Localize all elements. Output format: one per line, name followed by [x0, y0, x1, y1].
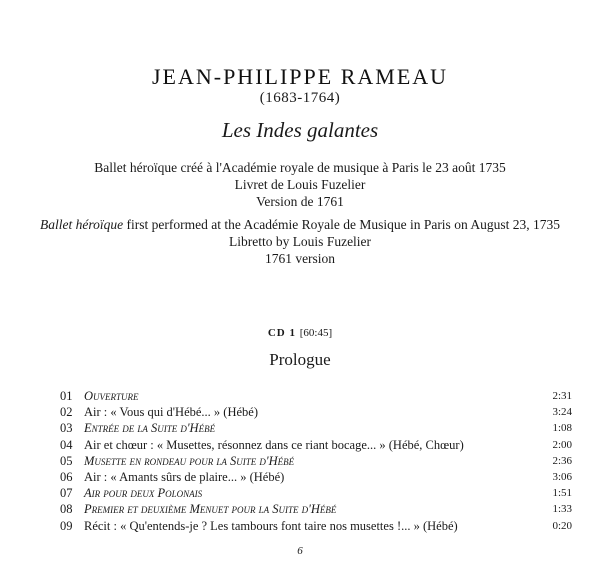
- track-title: Entrée de la Suite d'Hébé: [84, 421, 216, 436]
- track-title: Musette en rondeau pour la Suite d'Hébé: [84, 453, 295, 468]
- track-row: [52, 485, 572, 501]
- track-duration: 2:00: [552, 438, 572, 451]
- track-row: [52, 404, 572, 420]
- track-title: Récit : « Qu'entends-je ? Les tambours font taire nos musettes !... » (Hébé): [84, 518, 458, 533]
- section-title: Prologue: [269, 350, 331, 369]
- cd-heading: [0, 327, 600, 339]
- track-row: [52, 469, 572, 485]
- info-en-line1-italic: Ballet héroïque: [40, 217, 124, 232]
- info-en-line1: [0, 216, 600, 233]
- page-number: 6: [297, 545, 303, 557]
- track-row: [52, 420, 572, 436]
- track-row: [52, 388, 572, 404]
- track-duration: 2:36: [552, 454, 572, 467]
- info-en-line2: Libretto by Louis Fuzelier: [228, 234, 372, 249]
- track-number: 09: [60, 518, 73, 533]
- cd-label: CD 1: [267, 327, 296, 339]
- track-title: Ouverture: [84, 389, 139, 403]
- track-number: 02: [60, 405, 73, 420]
- track-number: 01: [60, 389, 73, 403]
- track-row: [52, 518, 572, 534]
- info-french: [0, 159, 600, 210]
- track-row: [52, 437, 572, 453]
- track-list: [52, 388, 572, 534]
- info-fr-line3: Version de 1761: [256, 194, 344, 209]
- track-title: Air : « Vous qui d'Hébé... » (Hébé): [84, 405, 258, 420]
- track-row: [52, 501, 572, 517]
- info-en-line3: 1761 version: [264, 251, 336, 266]
- composer-dates: (1683-1764): [259, 90, 341, 106]
- info-en-line1-rest: first performed at the Académie Royale de Musique in Paris on August 23, 1735: [123, 217, 560, 232]
- work-title: Les Indes galantes: [221, 118, 379, 142]
- track-row: [52, 453, 572, 469]
- track-duration: 3:24: [552, 406, 572, 419]
- track-number: 03: [60, 421, 73, 436]
- info-fr-line2: Livret de Louis Fuzelier: [234, 177, 366, 192]
- track-title: Air pour deux Polonais: [84, 486, 203, 501]
- track-duration: 1:08: [552, 422, 572, 435]
- track-duration: 0:20: [552, 519, 572, 532]
- track-number: 05: [60, 453, 73, 468]
- track-duration: 2:31: [552, 390, 572, 402]
- track-title: Air et chœur : « Musettes, résonnez dans ce riant bocage... » (Hébé, Chœur): [84, 437, 464, 452]
- track-title: Air : « Amants sûrs de plaire... » (Hébé): [84, 469, 285, 484]
- info-english: [0, 216, 600, 267]
- track-duration: 1:33: [552, 503, 572, 516]
- track-number: 04: [60, 437, 73, 452]
- track-duration: 1:51: [552, 487, 572, 500]
- track-number: 06: [60, 469, 73, 484]
- composer-name: JEAN-PHILIPPE RAMEAU: [151, 64, 449, 89]
- track-number: 08: [60, 502, 73, 517]
- cd-duration: [60:45]: [299, 327, 333, 339]
- info-fr-line1: Ballet héroïque créé à l'Académie royale de musique à Paris le 23 août 1735: [94, 160, 506, 175]
- track-duration: 3:06: [552, 470, 572, 483]
- track-title: Premier et deuxième Menuet pour la Suite d'Hébé: [84, 502, 337, 517]
- track-number: 07: [60, 486, 73, 501]
